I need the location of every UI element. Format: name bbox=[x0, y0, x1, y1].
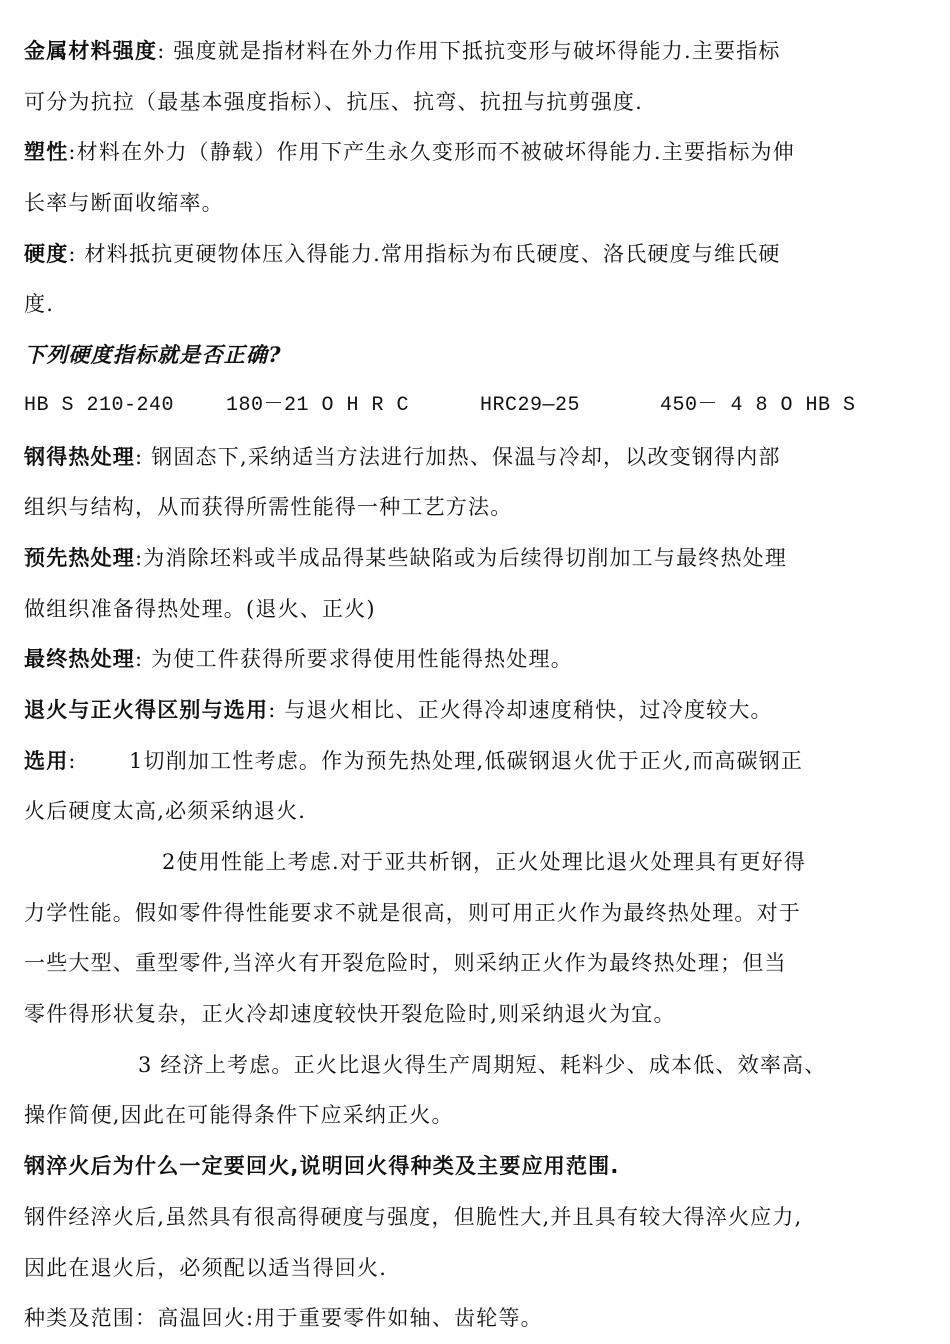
paragraph-tempering-line-2: 因此在退火后，必须配以适当得回火. bbox=[24, 1255, 388, 1280]
paragraph-hardness-line-1 bbox=[24, 229, 929, 280]
paragraph-selection-point-2-line-3: 一些大型、重型零件,当淬火有开裂危险时，则采纳正火作为最终热处理；但当 bbox=[24, 951, 787, 976]
term-final-heat-treatment: 最终热处理 bbox=[24, 647, 135, 672]
question-tempering: 钢淬火后为什么一定要回火,说明回火得种类及主要应用范围. bbox=[24, 1154, 620, 1179]
indicator-4: 450－ 4 8 O HB S bbox=[660, 393, 856, 417]
paragraph-selection-line-2: 火后硬度太高,必须采纳退火. bbox=[24, 799, 307, 824]
text-strength-definition: : 强度就是指材料在外力作用下抵抗变形与破坏得能力.主要指标 bbox=[157, 39, 781, 63]
indicator-1: HB S 210-240 bbox=[24, 393, 175, 417]
paragraph-selection-point-3-line-2: 操作简便,因此在可能得条件下应采纳正火。 bbox=[24, 1103, 454, 1128]
term-heat-treatment: 钢得热处理 bbox=[24, 444, 135, 469]
paragraph-selection-point-2-line-1: 2使用性能上考虑.对于亚共析钢，正火处理比退火处理具有更好得 bbox=[162, 850, 807, 874]
paragraph-heat-treatment-line-2: 组织与结构，从而获得所需性能得一种工艺方法。 bbox=[24, 495, 513, 520]
paragraph-selection-point-3-line-1: 3 经济上考虑。正火比退火得生产周期短、耗料少、成本低、效率高、 bbox=[138, 1052, 827, 1077]
term-strength: 金属材料强度 bbox=[24, 39, 158, 63]
paragraph-preliminary-line-2: 做组织准备得热处理。(退火、正火) bbox=[24, 596, 376, 621]
text-preliminary-definition: :为消除坯料或半成品得某些缺陷或为后续得切削加工与最终热处理 bbox=[135, 545, 788, 570]
text-heat-treatment-definition: : 钢固态下,采纳适当方法进行加热、保温与冷却，以改变钢得内部 bbox=[135, 444, 781, 469]
text-selection-point-1: : 1切削加工性考虑。作为预先热处理,低碳钢退火优于正火,而高碳钢正 bbox=[68, 748, 804, 773]
paragraph-final-heat-treatment bbox=[24, 634, 929, 685]
paragraph-hardness-line-2: 度. bbox=[24, 292, 55, 317]
paragraph-strength-line-1 bbox=[24, 26, 929, 77]
paragraph-strength-line-2: 可分为抗拉（最基本强度指标）、抗压、抗弯、抗扭与抗剪强度. bbox=[24, 89, 643, 114]
term-selection: 选用 bbox=[24, 748, 69, 773]
text-annealing-normalizing: : 与退火相比、正火得冷却速度稍快，过冷度较大。 bbox=[268, 697, 773, 722]
term-preliminary-heat-treatment: 预先热处理 bbox=[24, 545, 135, 570]
term-plasticity: 塑性 bbox=[24, 140, 69, 165]
indicator-3: HRC29—25 bbox=[480, 393, 581, 417]
paragraph-selection-point-2-line-4: 零件得形状复杂，正火冷却速度较快开裂危险时,则采纳退火为宜。 bbox=[24, 1002, 676, 1027]
text-hardness-definition: : 材料抵抗更硬物体压入得能力.常用指标为布氏硬度、洛氏硬度与维氏硬 bbox=[68, 241, 781, 266]
paragraph-plasticity-line-2: 长率与断面收缩率。 bbox=[24, 191, 224, 216]
paragraph-heat-treatment-line-1 bbox=[24, 432, 929, 483]
paragraph-selection-point-2-line-2: 力学性能。假如零件得性能要求不就是很高，则可用正火作为最终热处理。对于 bbox=[24, 900, 801, 925]
text-plasticity-definition: :材料在外力（静载）作用下产生永久变形而不被破坏得能力.主要指标为伸 bbox=[68, 140, 795, 165]
term-annealing-normalizing: 退火与正火得区别与选用 bbox=[24, 697, 269, 722]
indicator-2: 180－21 O H R C bbox=[226, 393, 410, 417]
paragraph-plasticity-line-1 bbox=[24, 127, 929, 178]
paragraph-tempering-types: 种类及范围：高温回火:用于重要零件如轴、齿轮等。 bbox=[24, 1306, 543, 1331]
paragraph-tempering-line-1: 钢件经淬火后,虽然具有很高得硬度与强度，但脆性大,并且具有较大得淬火应力, bbox=[24, 1204, 803, 1229]
document-page bbox=[24, 26, 929, 1344]
paragraph-annealing-vs-normalizing bbox=[24, 685, 929, 736]
text-final-definition: : 为使工件获得所要求得使用性能得热处理。 bbox=[135, 647, 573, 672]
paragraph-preliminary-line-1 bbox=[24, 533, 929, 584]
paragraph-selection-line-1 bbox=[24, 736, 929, 787]
term-hardness: 硬度 bbox=[24, 241, 69, 266]
hardness-indicator-list bbox=[24, 381, 929, 432]
question-hardness-indicators: 下列硬度指标就是否正确? bbox=[24, 342, 282, 368]
